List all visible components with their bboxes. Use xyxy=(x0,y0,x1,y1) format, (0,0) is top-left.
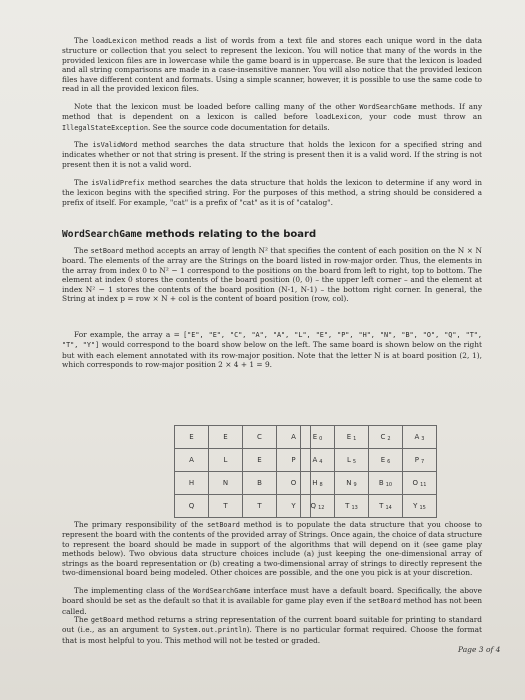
cell-index: 15 xyxy=(419,504,426,511)
paragraph-set-board-responsibility: The primary responsibility of the setBoard method is to populate the data structure that you choose to represent the board with the contents of the provided array of Strings. Once again, the choice of data structure to represent the board should be made in support of the algorithms that will depend on it (see game play methods below). Two obvious data structure choices include (a) just keeping the one-dimensional array of strings as the board representation or (b) creating a two-dimensional array of strings to directly represent the two-dimensional board being modeled. Other choices are possible, and the one you pick is at your discretion. xyxy=(62,520,482,578)
board-row xyxy=(301,495,437,518)
board-cell-annotated xyxy=(335,449,369,472)
cell-index: 0 xyxy=(319,435,323,442)
cell-letter: T xyxy=(345,501,350,510)
board-cell: P xyxy=(277,449,311,472)
board-cell: H xyxy=(175,472,209,495)
cell-letter: E xyxy=(380,455,386,464)
board-row xyxy=(175,426,311,449)
board-cell: O xyxy=(277,472,311,495)
board-row xyxy=(301,449,437,472)
paragraph-lexicon-loaded-note: Note that the lexicon must be loaded before calling many of the other WordSearchGame methods. If any method that is dependent on a lexicon is called before loadLexicon, your code must throw an IllegalStateException. See the source code documentation for details. xyxy=(62,102,482,132)
cell-letter: C xyxy=(380,432,386,441)
cell-index: 2 xyxy=(387,435,391,442)
cell-letter: N xyxy=(346,478,352,487)
paragraph-load-lexicon: The loadLexicon method reads a list of words from a text file and stores each unique word in the data structure or collection that you select to represent the lexicon. You will notice that many of the words in the provided lexicon files are in lowercase while the game board is in uppercase. Be sure that the lexicon is loaded and all string comparisons are made in a case-insensitive manner. You will also notice that the provided lexicon files have different content and formats. Using a simple scanner, however, it is possible to use the same code to read in all the provided lexicon files. xyxy=(62,36,482,94)
board-cell-annotated xyxy=(403,495,437,518)
cell-letter: Q xyxy=(310,501,317,510)
board-cell-annotated xyxy=(301,449,335,472)
board-cell-annotated xyxy=(403,449,437,472)
board-cell-annotated xyxy=(301,472,335,495)
cell-index: 10 xyxy=(385,481,393,488)
board-row xyxy=(175,495,311,518)
board-letters xyxy=(174,425,311,518)
cell-letter: O xyxy=(412,478,419,487)
cell-letter: E xyxy=(346,432,352,441)
board-row xyxy=(301,472,437,495)
cell-index: 5 xyxy=(352,458,357,465)
board-cell-annotated xyxy=(369,495,403,518)
board-cell: E xyxy=(243,449,277,472)
cell-index: 14 xyxy=(385,504,392,511)
page-number: Page 3 of 4 xyxy=(458,645,501,654)
board-cell: T xyxy=(243,495,277,518)
paragraph-board-example: For example, the array a = ["E", "E", "C", "A", "A", "L", "E", "P", "H", "N", "B", "O", "Q", "T", "T", "Y"] would correspond to the board show below on the left. The same board is shown below on the right but with each element annotated with its row-major position. Note that the letter N is at board position (2, 1), which corresponds to row-major position 2 × 4 + 1 = 9. xyxy=(62,330,482,370)
board-cell: C xyxy=(243,426,277,449)
paragraph-default-board: The implementing class of the WordSearchGame interface must have a default board. Specifically, the above board should be set as the default so that it is available for game play even if the setBoard method has not been called. xyxy=(62,586,482,616)
cell-index: 8 xyxy=(319,481,323,488)
section-heading: WordSearchGame methods relating to the board xyxy=(62,229,317,240)
paragraph-is-valid-word: The isValidWord method searches the data structure that holds the lexicon for a specified string and indicates whether or not that string is present. If the string is present then it is a valid word. If the string is not present then it is not a valid word. xyxy=(62,140,482,169)
board-cell-annotated xyxy=(301,495,335,518)
board-cell: E xyxy=(175,426,209,449)
board-cell-annotated xyxy=(335,426,369,449)
cell-index: 13 xyxy=(351,504,358,511)
board-cell-annotated xyxy=(335,472,369,495)
board-cell: T xyxy=(209,495,243,518)
board-cell: E xyxy=(209,426,243,449)
cell-index: 9 xyxy=(353,481,357,488)
cell-letter: B xyxy=(378,478,384,487)
board-cell: N xyxy=(209,472,243,495)
board-row xyxy=(175,449,311,472)
board-cell: A xyxy=(175,449,209,472)
cell-letter: A xyxy=(312,455,318,464)
board-row xyxy=(175,472,311,495)
paragraph-is-valid-prefix: The isValidPrefix method searches the data structure that holds the lexicon to determine if any word in the lexicon begins with the specified string. For the purposes of this method, a string should be considered a prefix of itself. For example, "cat" is a prefix of "cat" as it is of "catalog". xyxy=(62,178,482,207)
cell-index: 1 xyxy=(353,435,357,442)
cell-index: 11 xyxy=(420,481,427,488)
board-row xyxy=(301,426,437,449)
cell-index: 7 xyxy=(421,458,425,465)
board-cell-annotated xyxy=(369,472,403,495)
board-cell-annotated xyxy=(369,449,403,472)
board-cell-annotated xyxy=(403,426,437,449)
cell-index: 6 xyxy=(387,458,391,465)
board-cell-annotated xyxy=(369,426,403,449)
cell-letter: L xyxy=(346,455,351,464)
paragraph-set-board: The setBoard method accepts an array of length N² that specifies the content of each position on the N × N board. The elements of the array are the Strings on the board listed in row-major order. Thus, the elements in the array from index 0 to N² − 1 correspond to the positions on the board from left to right, top to bottom. The element at index 0 stores the contents of the board position (0, 0) – the upper left corner – and the element at index N² − 1 stores the contents of the board position (N-1, N-1) – the bottom right corner. In general, the String at index p = row × N + col is the content of board position (row, col). xyxy=(62,246,482,304)
board-cell: Y xyxy=(277,495,311,518)
board-cell: B xyxy=(243,472,277,495)
cell-letter: Y xyxy=(413,501,418,510)
cell-index: 4 xyxy=(319,458,323,465)
cell-index: 12 xyxy=(318,504,325,511)
board-cell-annotated xyxy=(301,426,335,449)
cell-letter: P xyxy=(414,455,420,464)
board-cell-annotated xyxy=(403,472,437,495)
board-cell: L xyxy=(209,449,243,472)
cell-letter: T xyxy=(379,501,384,510)
board-cell: Q xyxy=(175,495,209,518)
paragraph-get-board: The getBoard method returns a string representation of the current board suitable for printing to standard out (i.e., as an argument to System.out.println). There is no particular format required. Choose the format that is most helpful to you. This method will not be tested or graded. xyxy=(62,615,482,645)
board-cell: A xyxy=(277,426,311,449)
cell-letter: E xyxy=(312,432,318,441)
cell-index: 3 xyxy=(421,435,425,442)
cell-letter: A xyxy=(414,432,420,441)
board-cell-annotated xyxy=(335,495,369,518)
cell-letter: H xyxy=(312,478,318,487)
board-annotated xyxy=(300,425,437,518)
